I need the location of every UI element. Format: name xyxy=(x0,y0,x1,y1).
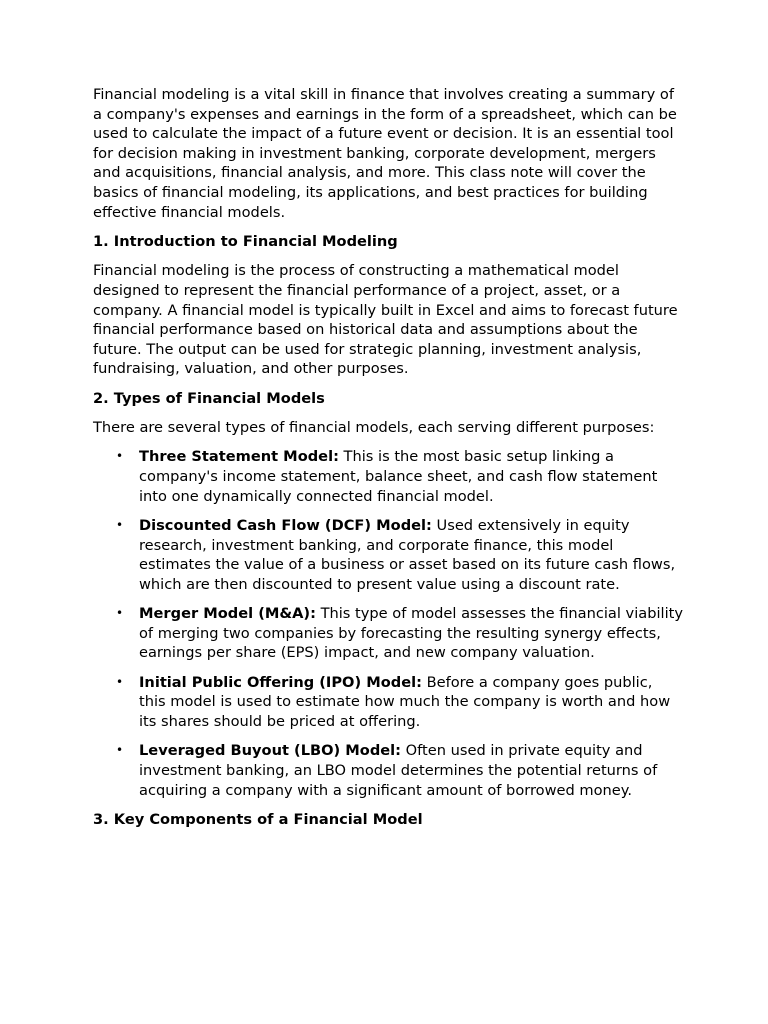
section-body-types: There are several types of financial models, each serving different purposes: xyxy=(93,419,655,437)
list-item xyxy=(116,604,683,663)
list-item-text: This type of model assesses the financial viability of merging two companies by forecasting the resulting synergy effects, earnings per share (EPS) impact, and new company valuation. xyxy=(139,605,683,662)
section-body-introduction: Financial modeling is the process of constructing a mathematical model designed to represent the financial performance of a project, asset, or a company. A financial model is typically built in Excel and aims to forecast future financial performance based on historical data and assumptions about the future. The output can be used for strategic planning, investment analysis, fundraising, valuation, and other purposes. xyxy=(93,262,678,378)
list-item-text: This is the most basic setup linking a company's income statement, balance sheet, and cash flow statement into one dynamically connected financial model. xyxy=(139,448,658,505)
section-heading-types: 2. Types of Financial Models xyxy=(93,389,325,407)
model-types-list xyxy=(93,447,683,800)
document-page xyxy=(93,85,683,839)
bullet-icon: • xyxy=(116,743,124,758)
bullet-icon: • xyxy=(116,674,124,689)
list-item-text: Used extensively in equity research, investment banking, and corporate finance, this model estimates the value of a business or asset based on its future cash flows, which are then discounted to present value using a discount rate. xyxy=(139,517,676,593)
bullet-icon: • xyxy=(116,518,124,533)
bullet-icon: • xyxy=(116,606,124,621)
list-item-term: Merger Model (M&A): xyxy=(139,605,316,623)
list-item-term: Initial Public Offering (IPO) Model: xyxy=(139,673,422,691)
list-item xyxy=(116,447,683,506)
section-heading-components: 3. Key Components of a Financial Model xyxy=(93,810,423,828)
list-item-text: Before a company goes public, this model is used to estimate how much the company is worth and how its shares should be priced at offering. xyxy=(139,673,671,730)
list-item-term: Leveraged Buyout (LBO) Model: xyxy=(139,742,402,760)
bullet-icon: • xyxy=(116,449,124,464)
list-item xyxy=(116,673,683,732)
list-item xyxy=(116,741,683,800)
list-item-term: Three Statement Model: xyxy=(139,448,339,466)
section-heading-introduction: 1. Introduction to Financial Modeling xyxy=(93,232,398,250)
intro-paragraph: Financial modeling is a vital skill in finance that involves creating a summary of a company's expenses and earnings in the form of a spreadsheet, which can be used to calculate the impact of a future event or decision. It is an essential tool for decision making in investment banking, corporate development, mergers and acquisitions, financial analysis, and more. This class note will cover the basics of financial modeling, its applications, and best practices for building effective financial models. xyxy=(93,86,677,221)
list-item xyxy=(116,516,683,594)
list-item-term: Discounted Cash Flow (DCF) Model: xyxy=(139,517,432,535)
list-item-text: Often used in private equity and investment banking, an LBO model determines the potential returns of acquiring a company with a significant amount of borrowed money. xyxy=(139,742,658,799)
